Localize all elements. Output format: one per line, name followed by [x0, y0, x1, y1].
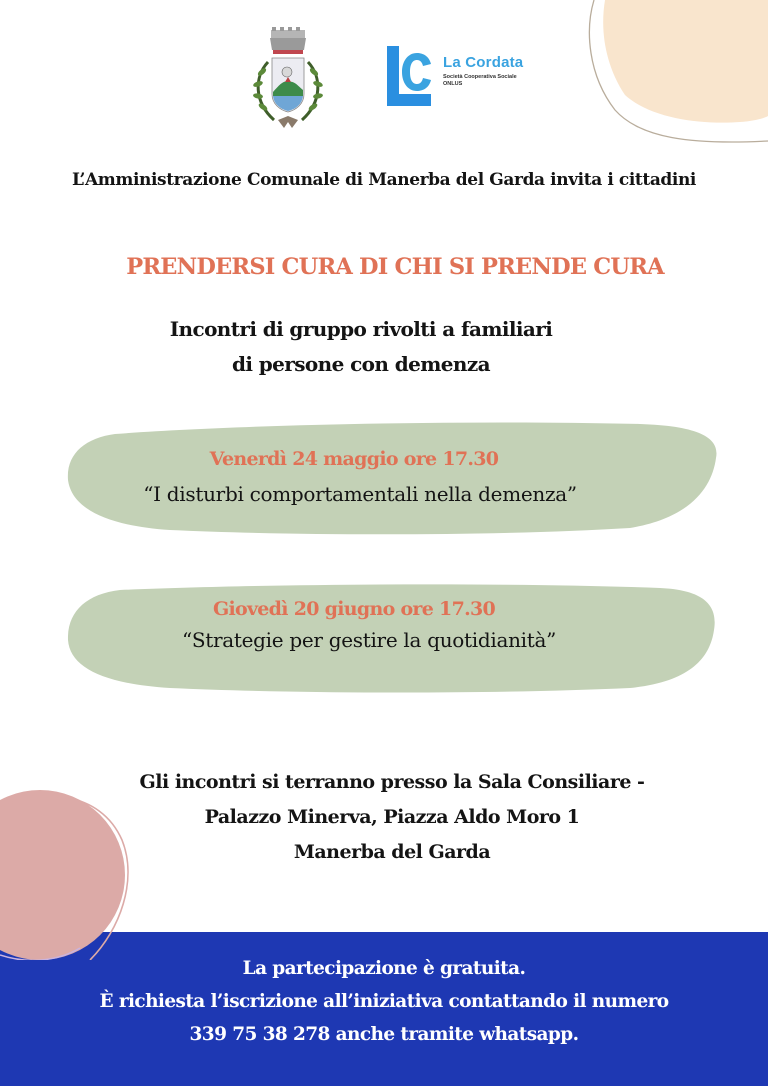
- green-blob-background: [0, 418, 768, 536]
- lc-monogram-icon: [385, 46, 443, 108]
- subtitle-line2: di persone con demenza: [232, 352, 490, 376]
- partner-subtitle: [443, 74, 517, 88]
- event-date: Venerdì 24 maggio ore 17.30: [209, 448, 499, 470]
- subtitle: [0, 312, 722, 382]
- event-card: [0, 418, 768, 536]
- footer-phone-line: 339 75 38 278 anche tramite whatsapp.: [189, 1024, 579, 1045]
- event-date: Giovedì 20 giugno ore 17.30: [212, 598, 496, 620]
- event-topic: “I disturbi comportamentali nella demenza”: [143, 482, 577, 506]
- footer-text: [0, 952, 768, 1051]
- venue-info: [0, 765, 768, 870]
- municipality-crest-icon: [244, 22, 332, 134]
- page-title: PRENDERSI CURA DI CHI SI PRENDE CURA: [126, 254, 664, 280]
- logos-row: [0, 22, 768, 137]
- venue-line1: Gli incontri si terranno presso la Sala Consiliare -: [139, 771, 645, 793]
- venue-line3: Manerba del Garda: [293, 841, 491, 863]
- la-cordata-logo: [385, 46, 545, 132]
- footer-line2: È richiesta l’iscrizione all’iniziativa contattando il numero: [99, 991, 669, 1012]
- intro-text: L’Amministrazione Comunale di Manerba del Garda invita i cittadini: [71, 170, 696, 190]
- partner-name: La Cordata: [443, 54, 524, 71]
- event-topic: “Strategie per gestire la quotidianità”: [181, 628, 557, 652]
- subtitle-line1: Incontri di gruppo rivolti a familiari: [169, 317, 553, 341]
- footer-banner: [0, 932, 768, 1086]
- footer-line1: La partecipazione è gratuita.: [242, 958, 526, 979]
- partner-subtitle-line1: Società Cooperativa Sociale: [443, 74, 517, 80]
- partner-subtitle-line2: ONLUS: [443, 81, 463, 87]
- venue-line2: Palazzo Minerva, Piazza Aldo Moro 1: [204, 806, 580, 828]
- event-card: [0, 578, 768, 694]
